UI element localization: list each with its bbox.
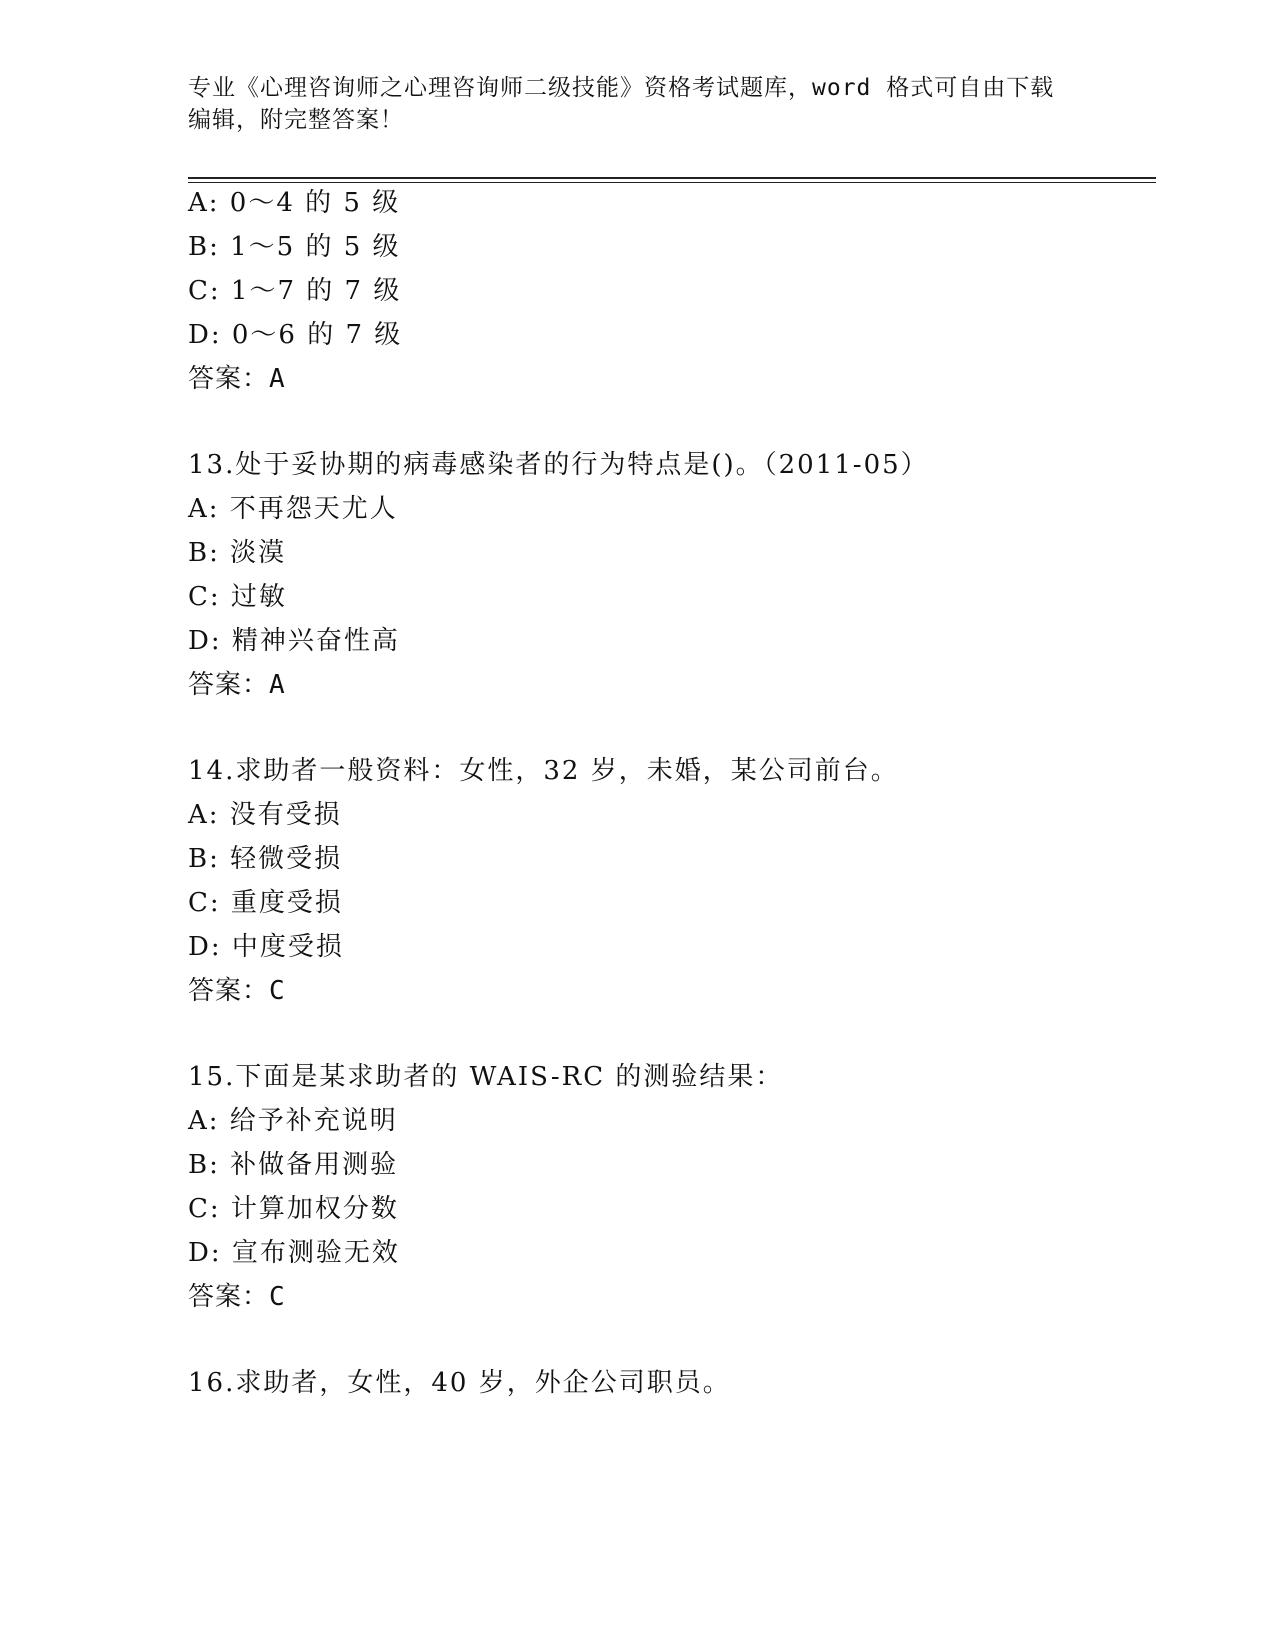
q13-option-a: A: 不再怨天尤人 xyxy=(188,494,398,524)
q14-option-b: B: 轻微受损 xyxy=(188,844,343,874)
q15-question: 15.下面是某求助者的 WAIS-RC 的测验结果： xyxy=(188,1062,784,1092)
q15-option-d: D: 宣布测验无效 xyxy=(188,1238,400,1268)
q14-option-c: C: 重度受损 xyxy=(188,888,343,918)
q13-option-b: B: 淡漠 xyxy=(188,538,287,568)
q14-option-a: A: 没有受损 xyxy=(188,800,342,830)
q16-question: 16.求助者，女性，40 岁，外企公司职员。 xyxy=(188,1368,731,1398)
q15-option-a: A: 给予补充说明 xyxy=(188,1106,398,1136)
q15-option-c: C: 计算加权分数 xyxy=(188,1194,399,1224)
document-header xyxy=(188,72,1068,136)
q14-question: 14.求助者一般资料：女性，32 岁，未婚，某公司前台。 xyxy=(188,756,899,786)
q13-question: 13.处于妥协期的病毒感染者的行为特点是()。（2011-05） xyxy=(188,450,929,480)
q12-option-b: B: 1～5 的 5 级 xyxy=(188,232,401,262)
q13-answer: 答案：A xyxy=(188,670,286,700)
header-line-2: 编辑，附完整答案！ xyxy=(188,107,404,133)
header-divider-thin xyxy=(188,182,1156,183)
q12-option-c: C: 1～7 的 7 级 xyxy=(188,276,402,306)
q14-option-d: D: 中度受损 xyxy=(188,932,344,962)
q12-answer: 答案：A xyxy=(188,364,286,394)
q15-option-b: B: 补做备用测验 xyxy=(188,1150,399,1180)
q12-option-d: D: 0～6 的 7 级 xyxy=(188,320,403,350)
q12-option-a: A: 0～4 的 5 级 xyxy=(188,188,401,218)
header-line-1: 专业《心理咨询师之心理咨询师二级技能》资格考试题库，word 格式可自由下载 xyxy=(188,75,1055,101)
q14-answer: 答案：C xyxy=(188,976,286,1006)
q15-answer: 答案：C xyxy=(188,1282,286,1312)
header-divider-thick xyxy=(188,177,1156,179)
q13-option-d: D: 精神兴奋性高 xyxy=(188,626,400,656)
q13-option-c: C: 过敏 xyxy=(188,582,287,612)
